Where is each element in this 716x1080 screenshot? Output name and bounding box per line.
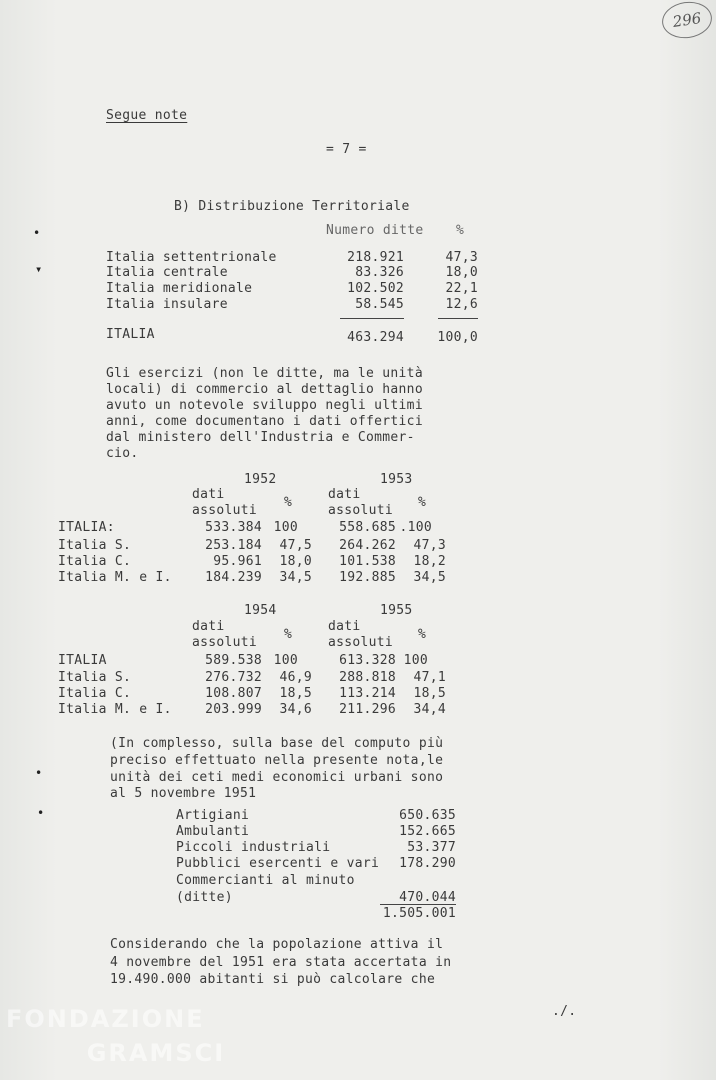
table-cell: 34,4 [413, 702, 446, 717]
table-cell: 113.214 [339, 686, 396, 701]
list-item-value: 53.377 [407, 840, 456, 855]
table-cell: 253.184 [205, 538, 262, 553]
total-divider [438, 318, 478, 319]
table-row-number: 102.502 [347, 281, 404, 296]
table-cell: 613.328 [339, 653, 396, 668]
year-header: 1953 [380, 472, 413, 487]
list-item-label: Artigiani [176, 808, 250, 823]
table-row-label: Italia M. e I. [58, 570, 172, 585]
column-header-assoluti: assoluti [328, 503, 394, 518]
text-line: Considerando che la popolazione attiva il [110, 937, 444, 952]
table-cell: 18,2 [413, 554, 446, 569]
table-cell: 95.961 [213, 554, 262, 569]
table-row-number: 58.545 [355, 297, 404, 312]
text-line: al 5 novembre 1951 [110, 786, 257, 801]
table-cell: 211.296 [339, 702, 396, 717]
table-cell: 101.538 [339, 554, 396, 569]
margin-dot: • [35, 766, 43, 780]
margin-dot: • [33, 226, 41, 240]
table-row-label: ITALIA [58, 653, 107, 668]
column-header-dati: dati [192, 487, 225, 502]
column-header-percent: % [418, 495, 427, 510]
table-cell: 18,5 [413, 686, 446, 701]
table-cell: 100 [273, 653, 298, 668]
table-row-label: Italia meridionale [106, 281, 253, 296]
list-item-label: (ditte) [176, 890, 233, 905]
table-row-label: Italia C. [58, 686, 132, 701]
watermark-line: FONDAZIONE [6, 1005, 205, 1033]
table-row-number: 218.921 [347, 250, 404, 265]
table-cell: 108.807 [205, 686, 262, 701]
table-cell: 34,5 [413, 570, 446, 585]
column-header-assoluti: assoluti [192, 503, 258, 518]
table-cell: 18,5 [279, 686, 312, 701]
total-row-percent: 100,0 [437, 330, 478, 345]
text-line: Gli esercizi (non le ditte, ma le unità [106, 366, 423, 381]
table-cell: 47,1 [413, 670, 446, 685]
watermark-line: GRAMSCI [86, 1039, 226, 1067]
text-line: locali) di commercio al dettaglio hanno [106, 382, 423, 397]
table-row-label: Italia settentrionale [106, 250, 277, 265]
table-row-label: ITALIA: [58, 520, 115, 535]
text-line: avuto un notevole sviluppo negli ultimi [106, 398, 423, 413]
column-header-percent: % [284, 627, 293, 642]
table-row-percent: 22,1 [445, 281, 478, 296]
text-line: 19.490.000 abitanti si può calcolare che [110, 972, 436, 987]
margin-dot: • [37, 806, 45, 820]
column-header-dati: dati [192, 619, 225, 634]
table-cell: 589.538 [205, 653, 262, 668]
year-header: 1954 [244, 603, 277, 618]
table-cell: 276.732 [205, 670, 262, 685]
table-cell: 34,6 [279, 702, 312, 717]
table-cell: 533.384 [205, 520, 262, 535]
table-row-percent: 47,3 [445, 250, 478, 265]
continuation-mark: ./. [552, 1004, 577, 1019]
year-header: 1955 [380, 603, 413, 618]
section-b-title: B) Distribuzione Territoriale [174, 199, 410, 214]
table-cell: 192.885 [339, 570, 396, 585]
year-header: 1952 [244, 472, 277, 487]
list-item-value: 178.290 [399, 856, 456, 871]
text-line: 4 novembre del 1951 era stata accertata in [110, 955, 452, 970]
total-row-number: 463.294 [347, 330, 404, 345]
table-cell: 47,5 [279, 538, 312, 553]
table-cell: 100 [403, 653, 428, 668]
text-line: (In complesso, sulla base del computo più [110, 736, 444, 751]
list-item-value: 470.044 [399, 890, 456, 905]
table-row-percent: 12,6 [445, 297, 478, 312]
margin-dot: ▾ [35, 262, 43, 276]
archive-watermark [6, 1002, 225, 1070]
table-row-percent: 18,0 [445, 265, 478, 280]
text-line: anni, come documentano i dati offertici [106, 414, 423, 429]
column-header-assoluti: assoluti [328, 635, 394, 650]
total-row-label: ITALIA [106, 327, 155, 342]
table-row-label: Italia C. [58, 554, 132, 569]
list-item-label: Piccoli industriali [176, 840, 331, 855]
list-item-label: Ambulanti [176, 824, 250, 839]
list-item-label: Pubblici esercenti e vari [176, 856, 380, 871]
table-cell: .100 [399, 520, 432, 535]
table-cell: 100 [273, 520, 298, 535]
column-header-percent: % [456, 223, 465, 238]
page-number: = 7 = [326, 142, 367, 157]
list-item-label: Commercianti al minuto [176, 873, 355, 888]
table-row-label: Italia S. [58, 538, 132, 553]
table-cell: 264.262 [339, 538, 396, 553]
table-cell: 184.239 [205, 570, 262, 585]
list-item-value: 650.635 [399, 808, 456, 823]
table-cell: 288.818 [339, 670, 396, 685]
text-line: unità dei ceti medi economici urbani sono [110, 770, 444, 785]
total-divider [380, 904, 456, 905]
column-header-assoluti: assoluti [192, 635, 258, 650]
table-cell: 34,5 [279, 570, 312, 585]
table-cell: 203.999 [205, 702, 262, 717]
column-header-dati: dati [328, 619, 361, 634]
column-header-percent: % [284, 495, 293, 510]
table-row-label: Italia insulare [106, 297, 228, 312]
column-header-percent: % [418, 627, 427, 642]
table-cell: 46,9 [279, 670, 312, 685]
total-value: 1.505.001 [382, 906, 456, 921]
text-line: cio. [106, 446, 139, 461]
table-row-label: Italia centrale [106, 265, 228, 280]
table-row-label: Italia M. e I. [58, 702, 172, 717]
text-line: dal ministero dell'Industria e Commer- [106, 430, 415, 445]
table-cell: 18,0 [279, 554, 312, 569]
table-row-number: 83.326 [355, 265, 404, 280]
table-cell: 47,3 [413, 538, 446, 553]
column-header-numero-ditte: Numero ditte [326, 223, 424, 238]
table-cell: 558.685 [339, 520, 396, 535]
segue-note-heading: Segue note [106, 108, 188, 123]
archive-page-stamp: 296 [660, 0, 715, 41]
total-divider [340, 318, 404, 319]
text-line: preciso effettuato nella presente nota,le [110, 753, 444, 768]
list-item-value: 152.665 [399, 824, 456, 839]
column-header-dati: dati [328, 487, 361, 502]
table-row-label: Italia S. [58, 670, 132, 685]
